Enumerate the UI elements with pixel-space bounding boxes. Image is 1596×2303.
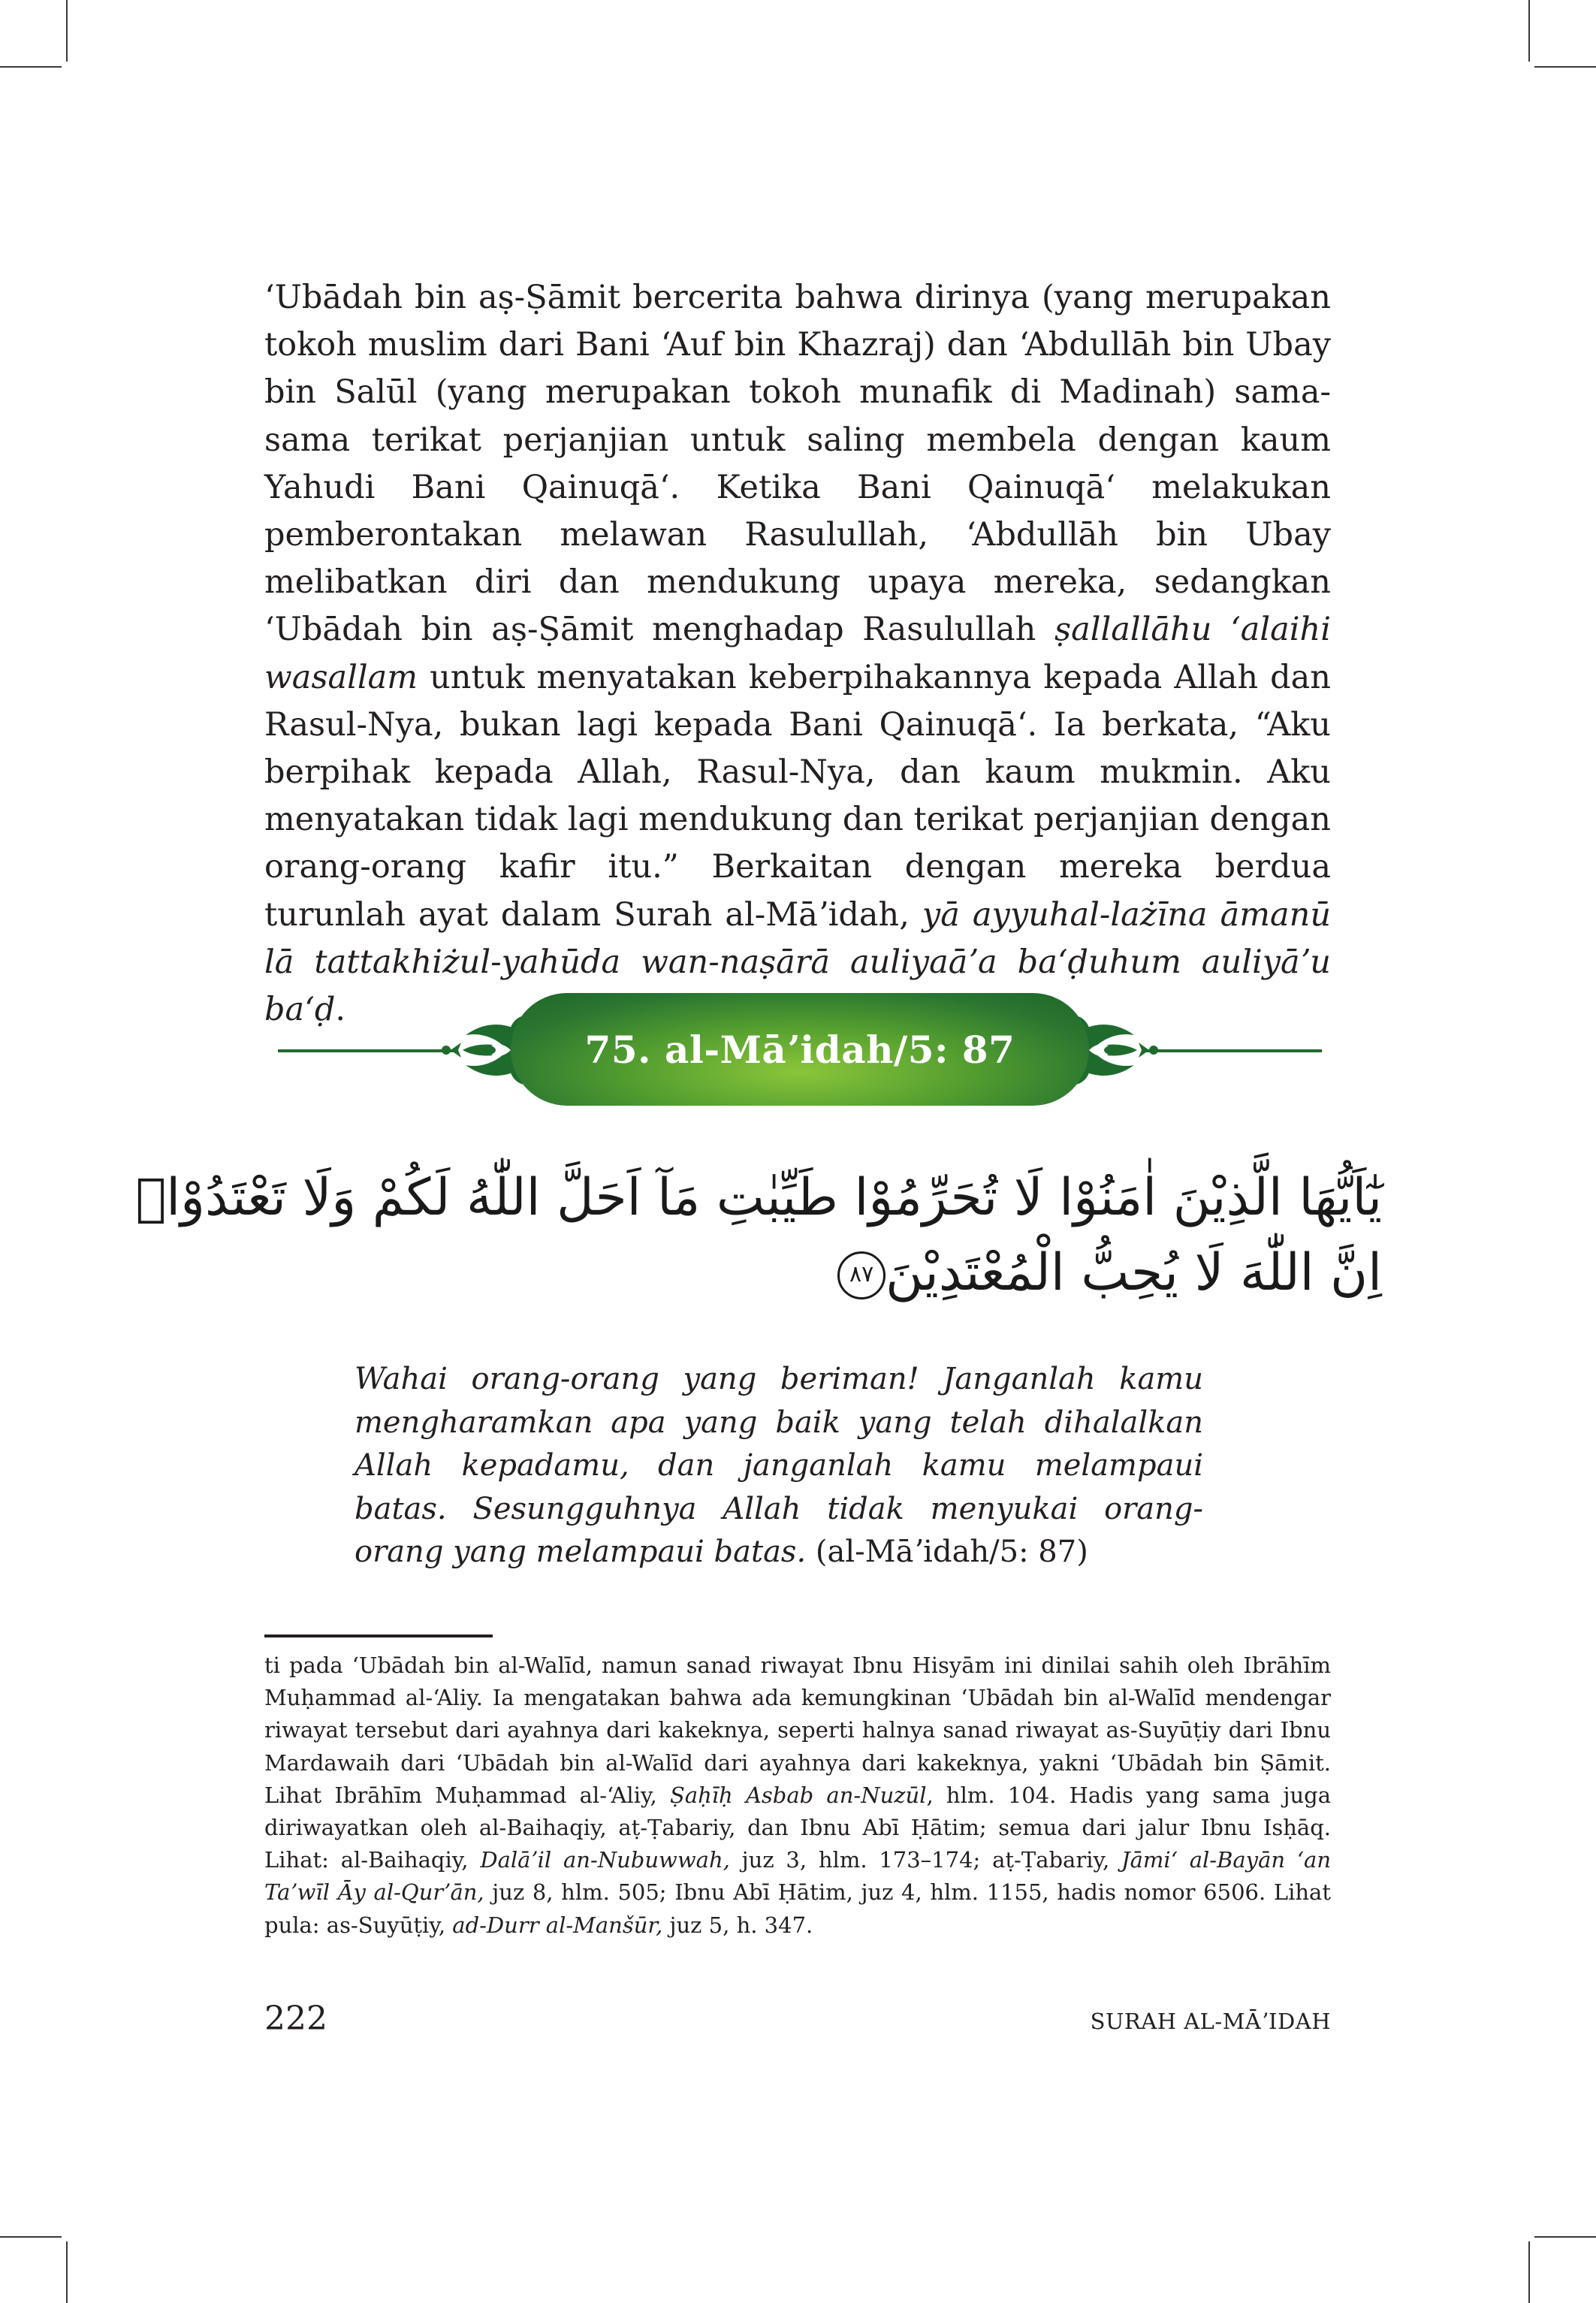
header-rule-left bbox=[278, 1049, 458, 1052]
footnote-title-1: Ṣaḥīḥ Asbab an-Nuzūl bbox=[669, 1782, 927, 1808]
crop-mark-bottom-left-h bbox=[0, 2236, 62, 2238]
arabic-verse-line-2 bbox=[646, 1236, 1382, 1311]
arabic-verse-line-2-text: اِنَّ اللّٰهَ لَا يُحِبُّ الْمُعْتَدِيْنَ bbox=[885, 1243, 1382, 1302]
header-rule-right bbox=[1142, 1049, 1322, 1052]
footnote-title-2: Dalāʼil an-Nubuwwah, bbox=[480, 1847, 730, 1873]
verse-translation bbox=[354, 1358, 1203, 1574]
body-text-3: . bbox=[335, 991, 346, 1029]
footnote-text-3: juz 3, hlm. 173–174; aṭ-Ṭabariy, bbox=[729, 1847, 1122, 1873]
section-header bbox=[270, 982, 1329, 1118]
footnote-text-2: , hlm. 104. Hadis yang sama juga diriwayatkan oleh al-Baihaqiy, aṭ-Ṭabariy, dan Ibnu Abī Ḥātim; semua dari jalur Ibnu Isḥāq. Lihat: al-Baihaqiy, bbox=[264, 1782, 1331, 1873]
translation-reference: (al-Māʼidah/5: 87) bbox=[806, 1535, 1088, 1569]
crop-mark-top-right-h bbox=[1534, 66, 1596, 68]
crop-mark-top-left-h bbox=[0, 66, 62, 68]
page-number: 222 bbox=[264, 2000, 327, 2038]
crop-mark-top-left bbox=[66, 0, 68, 62]
section-title: 75. al-Māʼidah/5: 87 bbox=[584, 1027, 1015, 1072]
crop-mark-top-right bbox=[1528, 0, 1530, 62]
footnote-text-5: juz 5, h. 347. bbox=[662, 1912, 813, 1938]
section-title-pill bbox=[511, 993, 1089, 1106]
footnote-title-3: Jāmiʻ al-Bayān ʻan Taʼwīl Āy al-Qurʼān, bbox=[264, 1847, 1332, 1906]
body-text-1: ʻUbādah bin aṣ-Ṣāmit bercerita bahwa dirinya (yang merupakan tokoh muslim dari Bani ʻAuf bin Khazraj) dan ʻAbdullāh bin Ubay bin Salūl (yang merupakan tokoh munafik di Madinah) sama-sama terikat perjanjian untuk saling membela dengan kaum Yahudi Bani Qainuqāʻ. Ketika Bani Qainuqāʻ melakukan pemberontakan melawan Rasulullah, ʻAbdullāh bin Ubay melibatkan diri dan mendukung upaya mereka, sedangkan ʻUbādah bin aṣ-Ṣāmit menghadap Rasulullah bbox=[264, 279, 1331, 649]
footnote-text-4: juz 8, hlm. 505; Ibnu Abī Ḥātim, juz 4, hlm. 1155, hadis nomor 6506. Lihat pula: as-Suyūṭiy, bbox=[264, 1879, 1331, 1938]
body-italic-salutation: ṣallallāhu ʻalaihi wasallam bbox=[264, 611, 1331, 696]
ayah-number-marker: ٨٧ bbox=[837, 1251, 885, 1299]
body-paragraph bbox=[264, 274, 1331, 1034]
body-italic-transliteration: yā ayyuhal-lażīna āmanū lā tattakhiżul-yahūda wan-naṣārā auliyaāʼa baʻḍuhum auliyāʼu baʻḍ bbox=[264, 895, 1332, 1029]
footnote-title-4: ad-Durr al-Manšūr, bbox=[452, 1912, 663, 1938]
arabic-verse-line-1: يٰٓاَيُّهَا الَّذِيْنَ اٰمَنُوْا لَا تُحَرِّمُوْا طَيِّبٰتِ مَآ اَحَلَّ اللّٰهُ لَكُمْ وَلَا تَعْتَدُوْاۗ bbox=[135, 1168, 1382, 1227]
body-text-2: untuk menyatakan keberpihakannya kepada Allah dan Rasul-Nya, bukan lagi kepada Bani Qainuqāʻ. Ia berkata, “Aku berpihak kepada Allah, Rasul-Nya, dan kaum mukmin. Aku menyatakan tidak lagi mendukung dan terikat perjanjian dengan orang-orang kafir itu.” Berkaitan dengan mereka berdua turunlah ayat dalam Surah al-Māʼidah, bbox=[264, 658, 1331, 934]
crop-mark-bottom-right bbox=[1528, 2241, 1530, 2303]
running-footer-title: SURAH AL-MĀʼIDAH bbox=[1090, 2009, 1331, 2034]
translation-text: Wahai orang-orang yang beriman! Janganlah kamu mengharamkan apa yang baik yang telah dihalalkan Allah kepadamu, dan janganlah kamu melampaui batas. Sesungguhnya Allah tidak menyukai orang-orang yang melampaui batas. bbox=[354, 1362, 1203, 1569]
crop-mark-bottom-right-h bbox=[1534, 2236, 1596, 2238]
crop-mark-bottom-left bbox=[66, 2241, 68, 2303]
footnote bbox=[264, 1650, 1331, 1942]
footnote-separator bbox=[264, 1634, 493, 1637]
footnote-text-1: ti pada ʻUbādah bin al-Walīd, namun sanad riwayat Ibnu Hisyām ini dinilai sahih oleh Ibrāhīm Muḥammad al-ʻAliy. Ia mengatakan bahwa ada kemungkinan ʻUbādah bin al-Walīd mendengar riwayat tersebut dari ayahnya dari kakeknya, seperti halnya sanad riwayat as-Suyūṭiy dari Ibnu Mardawaih dari ʻUbādah bin al-Walīd dari ayahnya dari kakeknya, yakni ʻUbādah bin Ṣāmit. Lihat Ibrāhīm Muḥammad al-ʻAliy, bbox=[264, 1653, 1331, 1808]
